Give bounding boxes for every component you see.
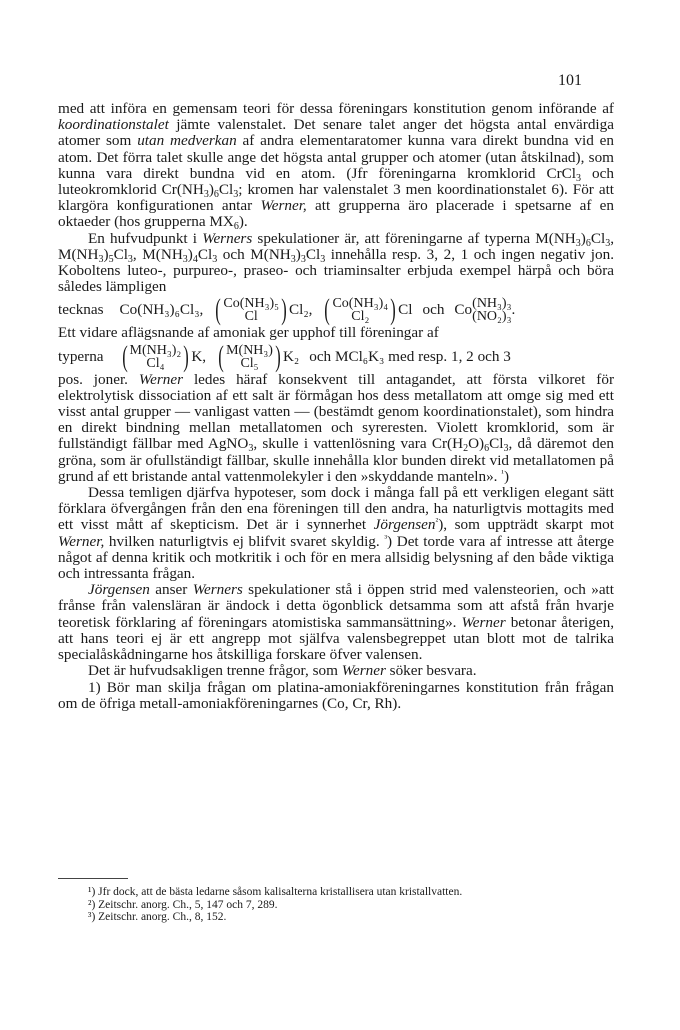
formula-type-1: ( M(NH₃)₂ Cl₄ ) K, (121, 339, 207, 373)
paragraph-4: pos. joner. Werner ledes häraf konsekvent till antagandet, att första vilkoret för elektrolytisk dissociation af ett salt är förmågan hos dess metallatom att omge sig med ett visst antal grupper — vanligast vatten — (bestämdt genom koordinationstalet), som hindra en direkt bindning mellan metallatomen och syreresten. Violett kromklorid, som är fullständigt fällbar med AgNO$_3$, skulle i vattenlösning vara $Cr(H_2O)_6Cl_3$, då däremot den gröna, som är ofullständigt fällbar, skulle innehålla klor bunden direkt vid metallatomen på grund af ett bristande antal vattenmolekyler i den »skyddande manteln». $^{^1}$) (58, 370, 615, 485)
paragraph-3: Ett vidare aflägsnande af amoniak ger upphof till föreningar af (58, 324, 439, 342)
formula-praseo: ( Co(NH₃)₄ Cl₂ ) Cl (324, 293, 413, 327)
paragraph-1: med att införa en gemensam teori för dessa föreningars konstitution genom införande af koordinationstalet jämte valenstalet. Det senare talet anger det högsta antal envärdiga atomer som utan medverkan af andra elementaratomer kunna vara direkt bundna vid en atom. Det förra talet skulle ange det högsta antal grupper och atomer (utan åtskilnad), som kunna vara direkt bundna vid en atom. (Jfr föreningarna kromklorid CrCl$_3$ och luteokromklorid $Cr(NH_3)_6Cl_3$; kromen har valenstalet 3 men koordinationstalet 6). För att klargöra konfigurationen antar Werner, att grupperna äro placerade i spetsarne af en oktaeder (hos grupperna $MX_6$). (58, 100, 615, 233)
footnote-3: ³) Zeitschr. anorg. Ch., 8, 152. (88, 911, 227, 923)
paragraph-2: En hufvudpunkt i Werners spekulationer är, att föreningarne af typerna $M(NH_3)_6Cl_3$, $M(NH_3)_5Cl_3$, $M(NH_3)_4Cl_3$ och $M(NH_3)_3Cl_3$ innehålla resp. 3, 2, 1 och ingen negativ jon. Koboltens luteo-, purpureo-, praseo- och triaminsalter erbjuda exempel härpå och böra således lämpligen (58, 229, 615, 296)
page-number: 101 (558, 72, 582, 89)
paragraph-5: Dessa temligen djärfva hypoteser, som dock i många fall på ett verkligen elegant sätt förklara öfvergången från den ena föreningen till den andra, ha naturligtvis mottagits med ett visst mått af skepticism. Det är i synnerhet Jörgensen$^{^2}$), som uppträdt skarpt mot Werner, hvilken naturligtvis ej blifvit svaret skyldig. $^{^3}$) Det torde vara af intresse att återge något af denna kritik och motkritik i och för en mera allsidig belysning af den både viktiga och intressanta frågan. (58, 484, 615, 583)
formula-line-2: typerna ( M(NH₃)₂ Cl₄ ) K, ( M(NH₃) Cl₅ ) K₂ och MCl₆K₃ med resp. 1, 2 och 3 (58, 339, 511, 373)
footnotes (58, 886, 614, 924)
paragraph-8: 1) Bör man skilja frågan om platina-amoniakföreningarnes konstitution från frågan om de öfriga metall-amoniakföreningarnes (Co, Cr, Rh). (58, 678, 614, 712)
body-text (58, 101, 614, 712)
formula-luteo: Co(NH₃)₆Cl₃, (119, 301, 204, 319)
footnote-divider (58, 878, 128, 879)
formula-type-2: ( M(NH₃) Cl₅ ) K₂ (218, 339, 300, 373)
formula-triamin: Co (NH₃)₃ (NO₂)₃ . (454, 296, 516, 325)
paragraph-6: Jörgensen anser Werners spekulationer stå i öppen strid med valensteorien, och »att frånse från valensläran är ändock i detta ögonblick detsamma som att afstå från hvarje teoretisk förklaring af föreningars atomistiska sammansättning». Werner betonar återigen, att hans teori ej är ett angrepp mot själfva valensbegreppet utan blott mot de talrika specialåskådningarne hos åtskilliga forskare öfver valensen. (58, 581, 614, 664)
footnote-2: ²) Zeitschr. anorg. Ch., 5, 147 och 7, 289. (88, 898, 278, 911)
formula-purpureo: ( Co(NH₃)₅ Cl ) Cl₂, (215, 293, 313, 327)
paragraph-7: Det är hufvudsakligen trenne frågor, som Werner söker besvara. (88, 662, 477, 680)
footnote-1: ¹) Jfr dock, att de bästa ledarne såsom kalisalterna kristallisera utan kristallvatten. (88, 886, 463, 898)
formula-line-1: tecknas Co(NH₃)₆Cl₃, ( Co(NH₃)₅ Cl ) Cl₂, ( Co(NH₃)₄ Cl₂ ) Cl och Co (NH₃)₃ (NO₂)₃ . (58, 293, 516, 327)
